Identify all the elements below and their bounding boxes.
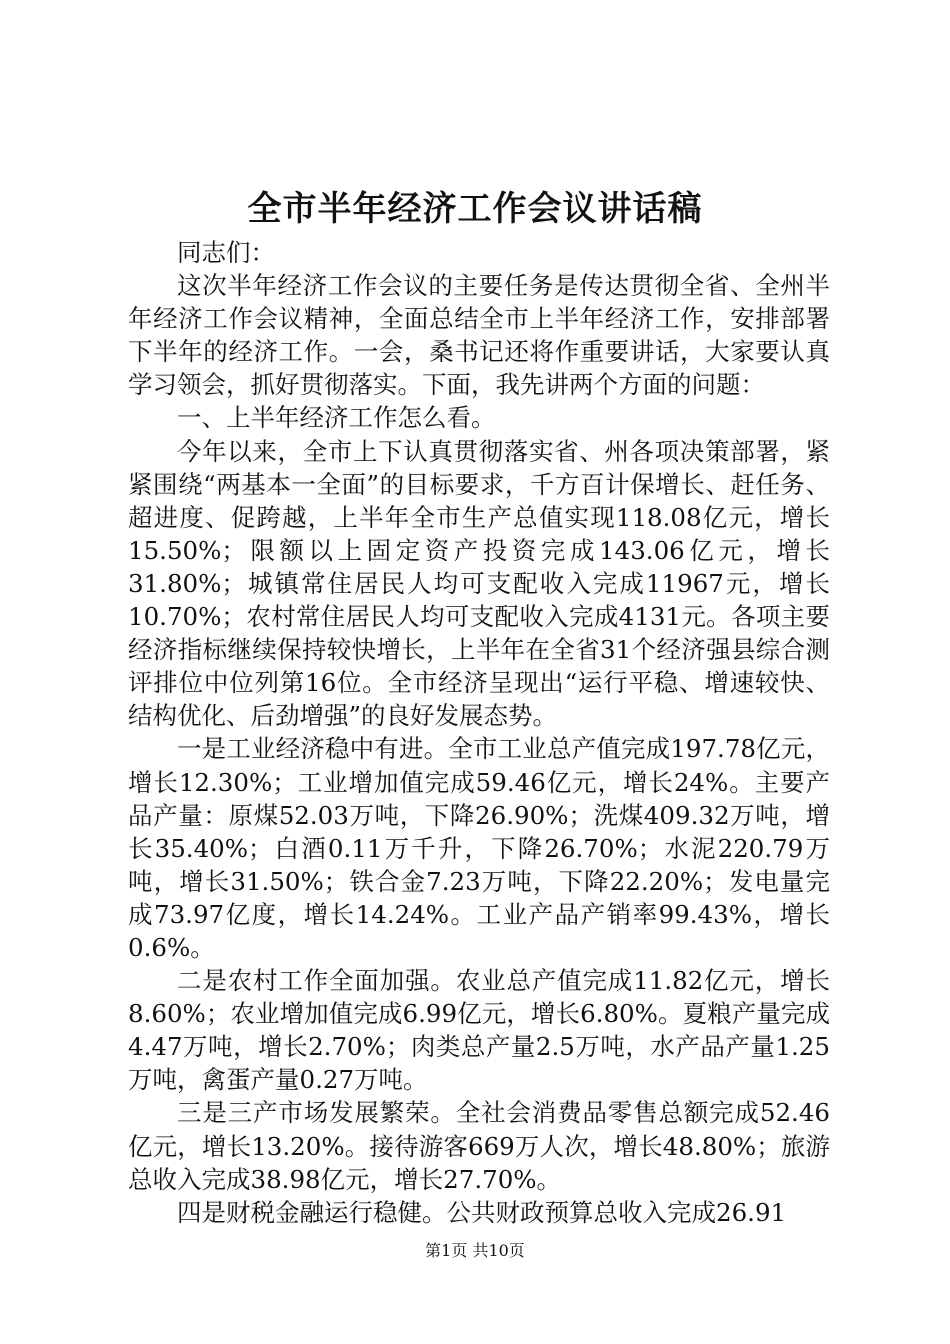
industry-paragraph: 一是工业经济稳中有进。全市工业总产值完成197.78亿元，增长12.30%；工业增加值完成59.46亿元，增长24%。主要产品产量：原煤52.03万吨，下降26.90%；洗煤409.32万吨，增长35.40%；白酒0.11万千升，下降26.70%；水泥220.79万吨，增长31.50%；铁合金7.23万吨，下降22.20%；发电量完成73.97亿度，增长14.24%。工业产品产销率99.43%，增长0.6%。: [128, 734, 830, 962]
finance-paragraph: 四是财税金融运行稳健。公共财政预算总收入完成26.91: [177, 1197, 787, 1227]
salutation-paragraph: 同志们：: [177, 238, 275, 267]
overview-paragraph: 今年以来，全市上下认真贯彻落实省、州各项决策部署，紧紧围绕“两基本一全面”的目标要求，千方百计保增长、赶任务、超进度、促跨越，上半年全市生产总值实现118.08亿元，增长15.50%；限额以上固定资产投资完成143.06亿元，增长31.80%；城镇常住居民人均可支配收入完成11967元，增长10.70%；农村常住居民人均可支配收入完成4131元。各项主要经济指标继续保持较快增长，上半年在全省31个经济强县综合测评排位中位列第16位。全市经济呈现出“运行平稳、增速较快、结构优化、后劲增强”的良好发展态势。: [128, 436, 830, 731]
document-body: [128, 236, 830, 1229]
section-heading: 一、上半年经济工作怎么看。: [177, 403, 496, 433]
page-footer: 第1页 共10页: [425, 1241, 525, 1260]
intro-paragraph: 这次半年经济工作会议的主要任务是传达贯彻全省、全州半年经济工作会议精神，全面总结全市上半年经济工作，安排部署下半年的经济工作。一会，桑书记还将作重要讲话，大家要认真学习领会，抓好贯彻落实。下面，我先讲两个方面的问题：: [128, 271, 830, 400]
agriculture-paragraph: 二是农村工作全面加强。农业总产值完成11.82亿元，增长8.60%；农业增加值完成6.99亿元，增长6.80%。夏粮产量完成4.47万吨，增长2.70%；肉类总产量2.5万吨，水产品产量1.25万吨，禽蛋产量0.27万吨。: [128, 966, 830, 1095]
tertiary-paragraph: 三是三产市场发展繁荣。全社会消费品零售总额完成52.46亿元，增长13.20%。接待游客669万人次，增长48.80%；旅游总收入完成38.98亿元，增长27.70%。: [128, 1098, 830, 1194]
document-title: 全市半年经济工作会议讲话稿: [247, 189, 703, 229]
